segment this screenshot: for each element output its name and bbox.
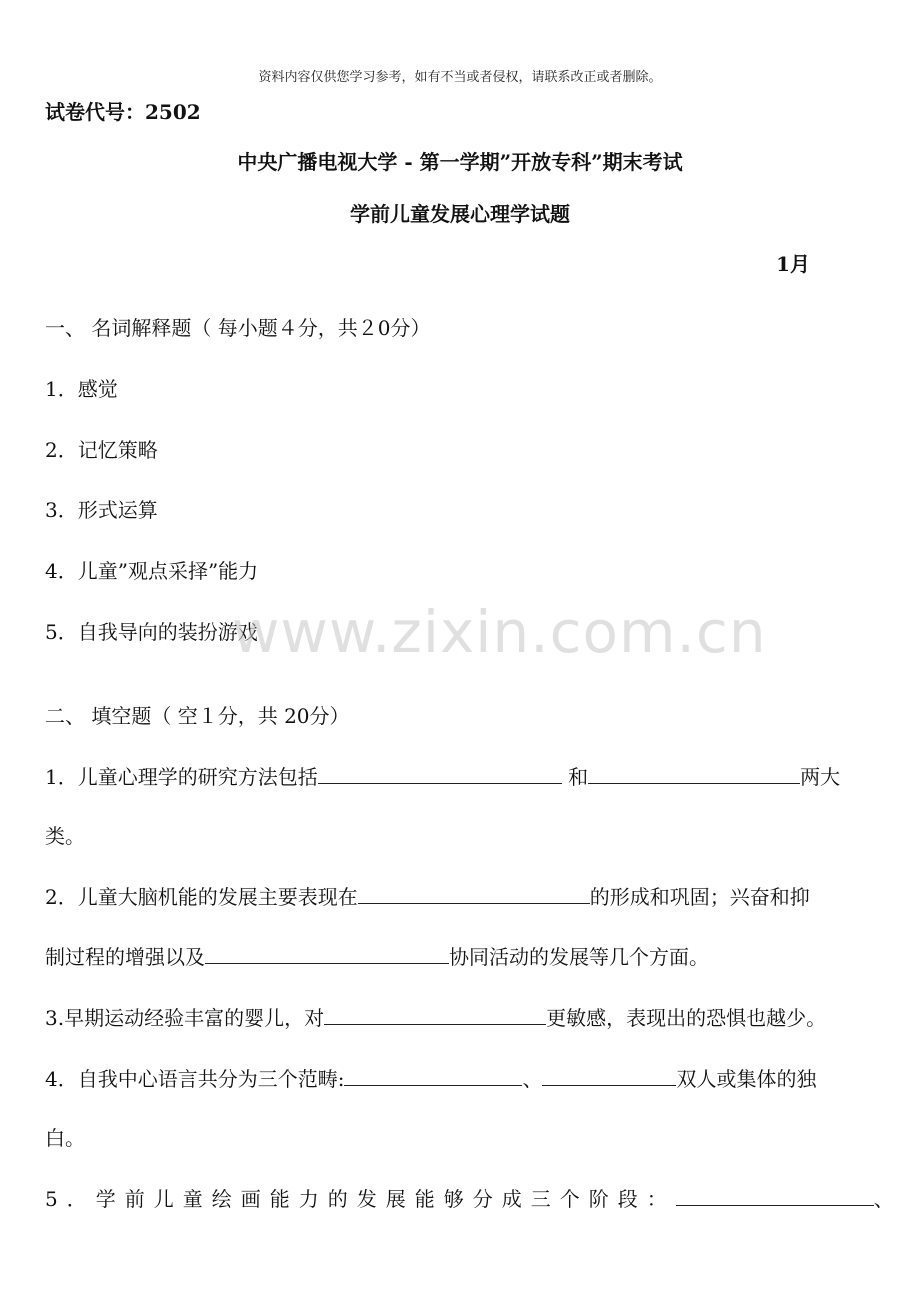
- term-item-4: 4．儿童”观点采择”能力: [45, 559, 259, 583]
- q1-text-mid: 和: [568, 765, 589, 789]
- exam-date: 1月: [776, 252, 810, 276]
- q2-cont-a: 制过程的增强以及: [45, 945, 205, 969]
- site-watermark: www.zixin.com.cn: [232, 598, 767, 666]
- section2-heading: 二、 填空题（ 空１分，共 20分）: [45, 704, 350, 728]
- exam-subtitle: 学前儿童发展心理学试题: [350, 202, 570, 226]
- paper-code: 试卷代号：2502: [45, 100, 201, 124]
- term-item-5: 5．自我导向的装扮游戏: [45, 620, 258, 644]
- q1-text-b: 两大: [800, 765, 841, 789]
- disclaimer-notice: 资料内容仅供您学习参考，如有不当或者侵权，请联系改正或者删除。: [258, 70, 662, 85]
- q2-cont-b: 协同活动的发展等几个方面。: [449, 945, 709, 969]
- q3-text-b: 更敏感，表现出的恐惧也越少。: [546, 1006, 827, 1030]
- q1-blank-2: [588, 765, 800, 784]
- q1-text-a: 1．儿童心理学的研究方法包括: [45, 765, 318, 789]
- exam-title: 中央广播电视大学 - 第一学期”开放专科”期末考试: [237, 150, 683, 174]
- q4-blank-1: [344, 1067, 522, 1086]
- q4-blank-2: [542, 1067, 676, 1086]
- q5-blank-1: [676, 1187, 874, 1206]
- q2-blank-2: [205, 945, 449, 964]
- q4-text-b: 双人或集体的独: [676, 1067, 817, 1091]
- term-item-2: 2．记忆策略: [45, 438, 158, 462]
- section1-heading: 一、 名词解释题（ 每小题４分，共２0分）: [45, 316, 431, 340]
- fill-question-2: [45, 881, 810, 910]
- q2-blank-1: [358, 885, 590, 904]
- q3-text-a: 3.早期运动经验丰富的婴儿，对: [45, 1006, 325, 1030]
- q4-sep: 、: [522, 1067, 543, 1091]
- q4-text-a: 4．自我中心语言共分为三个范畴:: [45, 1067, 345, 1091]
- q3-blank-1: [324, 1006, 546, 1025]
- q2-text-b: 的形成和巩固；兴奋和抑: [589, 885, 810, 909]
- fill-question-3: [45, 1002, 826, 1031]
- q2-text-a: 2．儿童大脑机能的发展主要表现在: [45, 885, 358, 909]
- q5-sep: 、: [873, 1187, 894, 1211]
- fill-question-4: [45, 1063, 816, 1092]
- fill-question-1: [45, 761, 840, 790]
- fill-question-2-cont: [45, 941, 709, 970]
- fill-question-1-cont: 类。: [45, 824, 85, 848]
- term-item-3: 3．形式运算: [45, 498, 158, 522]
- q5-text-a: 5．学前儿童绘画能力的发展能够分成三个阶段：: [45, 1187, 676, 1211]
- term-item-1: 1．感觉: [45, 377, 118, 401]
- fill-question-4-cont: 白。: [45, 1126, 85, 1150]
- q1-blank-1: [318, 765, 562, 784]
- fill-question-5: [45, 1183, 894, 1212]
